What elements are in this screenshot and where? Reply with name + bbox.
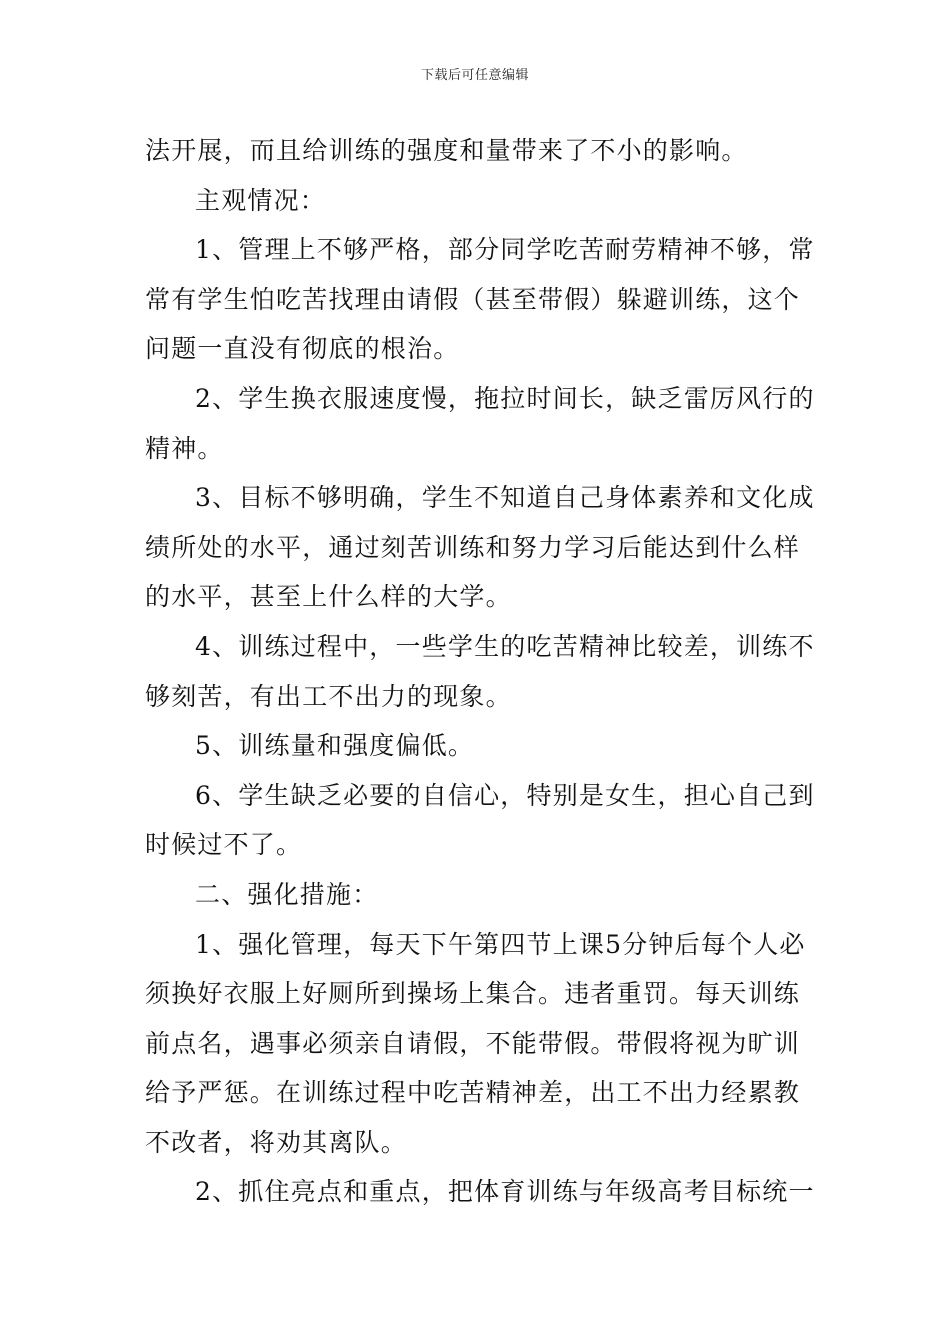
text-line: 2、学生换衣服速度慢，拖拉时间长，缺乏雷厉风行的 <box>195 383 815 413</box>
text-line: 精神。 <box>145 433 224 463</box>
document-body <box>145 126 815 1217</box>
text-line: 4、训练过程中，一些学生的吃苦精神比较差，训练不 <box>195 631 815 661</box>
text-line: 常有学生怕吃苦找理由请假（甚至带假）躲避训练，这个 <box>145 284 801 314</box>
text-line: 给予严惩。在训练过程中吃苦精神差，出工不出力经累教 <box>145 1078 801 1108</box>
text-line: 二、强化措施： <box>195 879 379 909</box>
text-line: 5、训练量和强度偏低。 <box>195 731 475 761</box>
text-line: 够刻苦，有出工不出力的现象。 <box>145 681 512 711</box>
text-line: 2、抓住亮点和重点，把体育训练与年级高考目标统一 <box>195 1177 815 1207</box>
text-line: 问题一直没有彻底的根治。 <box>145 334 460 364</box>
text-line: 法开展，而且给训练的强度和量带来了不小的影响。 <box>145 136 748 165</box>
text-line: 时候过不了。 <box>145 830 303 860</box>
text-line: 绩所处的水平，通过刻苦训练和努力学习后能达到什么样 <box>145 532 801 562</box>
text-line: 前点名，遇事必须亲自请假，不能带假。带假将视为旷训 <box>145 1028 801 1058</box>
page-header: 下载后可任意编辑 <box>420 68 529 83</box>
text-line: 的水平，甚至上什么样的大学。 <box>145 582 512 612</box>
text-line: 1、管理上不够严格，部分同学吃苦耐劳精神不够，常 <box>195 235 815 265</box>
text-line: 1、强化管理，每天下午第四节上课5分钟后每个人必 <box>195 929 806 959</box>
text-line: 不改者，将劝其离队。 <box>145 1127 408 1157</box>
text-line: 6、学生缺乏必要的自信心，特别是女生，担心自己到 <box>195 780 815 810</box>
text-line: 主观情况： <box>195 185 327 215</box>
text-line: 须换好衣服上好厕所到操场上集合。违者重罚。每天训练 <box>145 979 801 1009</box>
text-line: 3、目标不够明确，学生不知道自己身体素养和文化成 <box>195 483 815 513</box>
